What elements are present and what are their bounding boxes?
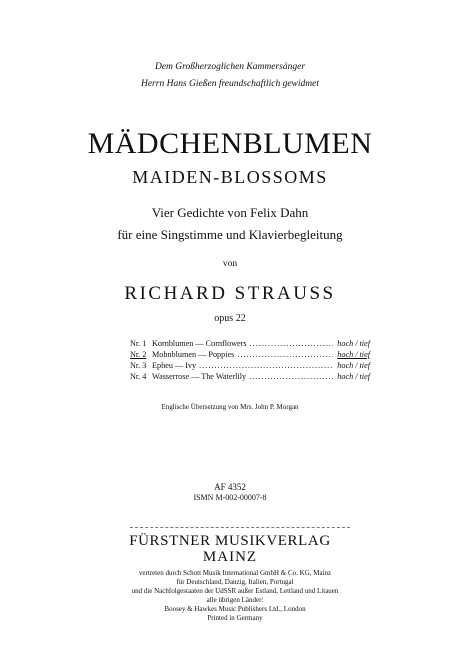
translation-note: Englische Übersetzung von Mrs. John P. Morgan [161, 403, 299, 411]
opus-number: opus 22 [214, 313, 246, 324]
distribution-line: Boosey & Hawkes Music Publishers Ltd., London [164, 605, 306, 613]
distribution-line: alle übrigen Länder: [206, 596, 264, 604]
song-title: Epheu — Ivy ..... [152, 360, 333, 371]
work-title: MÄDCHENBLUMEN [87, 127, 373, 160]
by-label: von [222, 259, 238, 269]
distribution-line: Printed in Germany [207, 614, 263, 622]
distribution-line: und die Nachfolgestaaten der UdSSR außer Estland, Lettland und Litauen [131, 587, 339, 595]
song-number: Nr. 2 [130, 350, 147, 359]
song-number: Nr. 3 [130, 361, 147, 370]
song-item [130, 338, 370, 349]
dedication-line-1: Dem Großherzoglichen Kammersänger [154, 62, 306, 72]
distribution-notice [110, 569, 360, 623]
song-title: Mohnblumen — Poppies ..... [152, 349, 333, 360]
description-line-1: Vier Gedichte von Felix Dahn [151, 205, 309, 220]
song-item [130, 360, 370, 371]
description-line-2: für eine Singstimme und Klavierbegleitung [117, 227, 343, 242]
publisher-name: FÜRSTNER MUSIKVERLAG [129, 533, 331, 549]
composer-name: RICHARD STRAUSS [124, 283, 336, 304]
song-title: Wasserrose — The Waterlily ..... [152, 371, 333, 382]
song-voice: hoch / tief [333, 349, 370, 360]
song-voice: hoch / tief [333, 338, 370, 349]
song-item [130, 371, 370, 382]
distribution-line: für Deutschland, Danzig, Italien, Portugal [176, 578, 294, 586]
distribution-line: vertreten durch Schott Musik International GmbH & Co. KG, Mainz [138, 569, 332, 577]
song-number: Nr. 4 [130, 372, 147, 381]
publisher-city: MAINZ [202, 549, 258, 565]
song-voice: hoch / tief [333, 371, 370, 382]
catalog-number: AF 4352 [214, 482, 246, 492]
dedication-line-2: Herrn Hans Gießen freundschaftlich gewidmet [140, 79, 319, 89]
ismn-number: ISMN M-002-00007-8 [193, 493, 267, 502]
song-item [130, 349, 370, 360]
song-number: Nr. 1 [130, 339, 147, 348]
divider [130, 527, 350, 528]
song-voice: hoch / tief [333, 360, 370, 371]
song-title: Kornblumen — Cornflowers ..... [152, 338, 333, 349]
work-subtitle: MAIDEN-BLOSSOMS [132, 167, 328, 187]
song-list [130, 338, 370, 382]
